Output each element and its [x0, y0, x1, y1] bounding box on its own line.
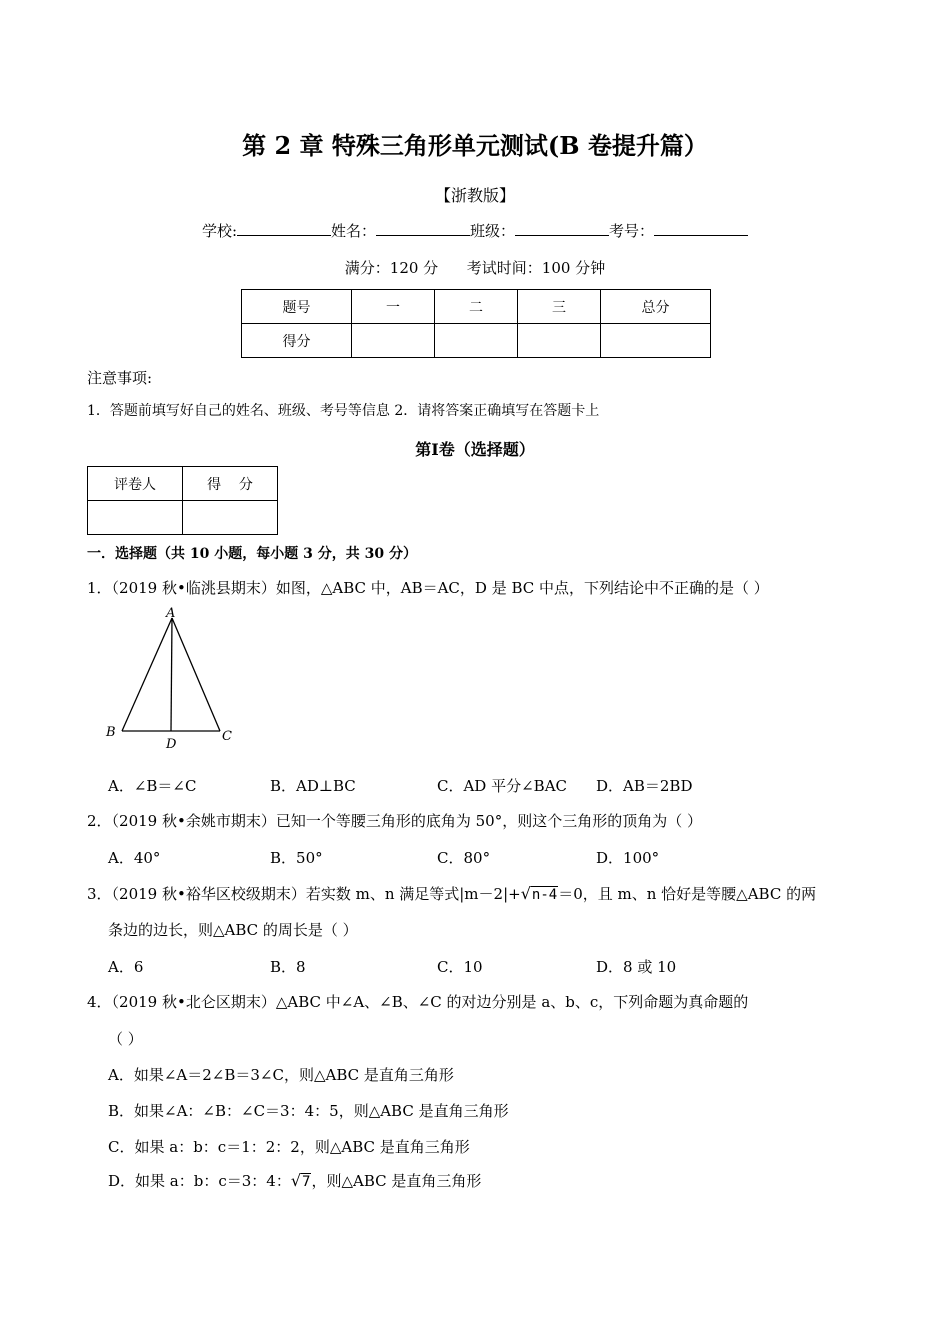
q4-option-c[interactable]: C．如果 a：b：c＝1：2：2，则△ABC 是直角三角形	[108, 1138, 470, 1156]
score-cell[interactable]	[435, 324, 518, 358]
vertex-label-a: A	[166, 606, 176, 621]
q4-option-d-part-b: ，则△ABC 是直角三角形	[311, 1172, 482, 1190]
score-row-label: 得分	[242, 324, 352, 358]
q1-option-c[interactable]: C．AD 平分∠BAC	[437, 777, 568, 795]
score-header-cell: 三	[518, 290, 601, 324]
student-info-line	[0, 220, 950, 241]
score-header-cell: 总分	[601, 290, 711, 324]
school-label: 学校:	[201, 222, 237, 240]
q3-option-a[interactable]: A．6	[108, 958, 144, 976]
grader-header: 评卷人	[88, 467, 183, 501]
score-cell[interactable]	[183, 501, 278, 535]
q4-sqrt-radicand: 7	[302, 1174, 311, 1190]
segment-ad	[171, 618, 172, 731]
sqrt-icon: √7	[290, 1171, 311, 1190]
notes-heading: 注意事项:	[87, 369, 153, 387]
q4-option-d[interactable]	[108, 1170, 481, 1191]
notes-item: 1．答题前填写好自己的姓名、班级、考号等信息 2．请将答案正确填写在答题卡上	[87, 403, 600, 419]
question-1-stem: 1．（2019 秋•临洮县期末）如图，△ABC 中，AB＝AC，D 是 BC 中点，下列结论中不正确的是（ ）	[87, 579, 769, 597]
question-3-stem-line2: 条边的边长，则△ABC 的周长是（ ）	[108, 921, 358, 939]
q3-option-d[interactable]: D．8 或 10	[596, 958, 677, 976]
q1-option-b[interactable]: B．AD⊥BC	[270, 777, 356, 795]
score-header: 得 分	[183, 467, 278, 501]
part-heading: 一．选择题（共 10 小题，每小题 3 分，共 30 分）	[87, 546, 417, 562]
q2-option-d[interactable]: D．100°	[596, 849, 660, 867]
sqrt-icon: √n-4	[520, 884, 558, 903]
page-title: 第 2 章 特殊三角形单元测试(B 卷提升篇）	[242, 131, 708, 160]
score-cell[interactable]	[352, 324, 435, 358]
q3-stem-part-a: 3．（2019 秋•裕华区校级期末）若实数 m、n 满足等式|m－2|+	[87, 885, 521, 903]
score-table	[241, 289, 711, 358]
score-table-header-row	[242, 290, 711, 324]
question-3-stem	[87, 883, 816, 904]
q4-option-b[interactable]: B．如果∠A：∠B：∠C＝3：4：5，则△ABC 是直角三角形	[108, 1102, 509, 1120]
score-cell[interactable]	[601, 324, 711, 358]
q3-option-b[interactable]: B．8	[270, 958, 306, 976]
school-blank[interactable]	[237, 221, 331, 236]
score-cell[interactable]	[518, 324, 601, 358]
question-4-stem: 4．（2019 秋•北仑区期末）△ABC 中∠A、∠B、∠C 的对边分别是 a、b、c，下列命题为真命题的	[87, 993, 749, 1011]
question-2-stem: 2．（2019 秋•余姚市期末）已知一个等腰三角形的底角为 50°，则这个三角形的顶角为（ ）	[87, 812, 702, 830]
q2-option-b[interactable]: B．50°	[270, 849, 323, 867]
grader-table	[87, 466, 278, 535]
name-label: 姓名：	[331, 222, 377, 240]
side-ac	[172, 618, 220, 731]
side-ab	[122, 618, 172, 731]
name-blank[interactable]	[376, 221, 470, 236]
vertex-label-c: C	[222, 729, 232, 744]
q2-option-c[interactable]: C．80°	[437, 849, 491, 867]
score-table-score-row	[242, 324, 711, 358]
score-header-cell: 题号	[242, 290, 352, 324]
q4-option-a[interactable]: A．如果∠A＝2∠B＝3∠C，则△ABC 是直角三角形	[108, 1066, 454, 1084]
section-heading: 第Ⅰ卷（选择题）	[415, 440, 535, 459]
number-blank[interactable]	[654, 221, 748, 236]
score-header-cell: 一	[352, 290, 435, 324]
class-blank[interactable]	[515, 221, 609, 236]
q3-option-c[interactable]: C．10	[437, 958, 483, 976]
q1-option-d[interactable]: D．AB＝2BD	[596, 777, 693, 795]
edition-label: 【浙教版】	[434, 186, 515, 205]
number-label: 考号：	[609, 222, 655, 240]
q3-stem-part-b: ＝0，且 m、n 恰好是等腰△ABC 的两	[558, 885, 817, 903]
vertex-label-b: B	[106, 725, 116, 740]
q1-option-a[interactable]: A．∠B＝∠C	[108, 777, 197, 795]
point-label-d: D	[166, 737, 177, 752]
grader-cell[interactable]	[88, 501, 183, 535]
q2-option-a[interactable]: A．40°	[108, 849, 161, 867]
class-label: 班级：	[470, 222, 516, 240]
question-4-stem-line2: （ ）	[108, 1030, 143, 1048]
score-time-line: 满分：120 分 考试时间：100 分钟	[344, 259, 606, 277]
q4-option-d-part-a: D．如果 a：b：c＝3：4：	[108, 1172, 291, 1190]
score-header-cell: 二	[435, 290, 518, 324]
triangle-figure	[100, 604, 240, 754]
q3-sqrt-radicand: n-4	[531, 887, 558, 903]
